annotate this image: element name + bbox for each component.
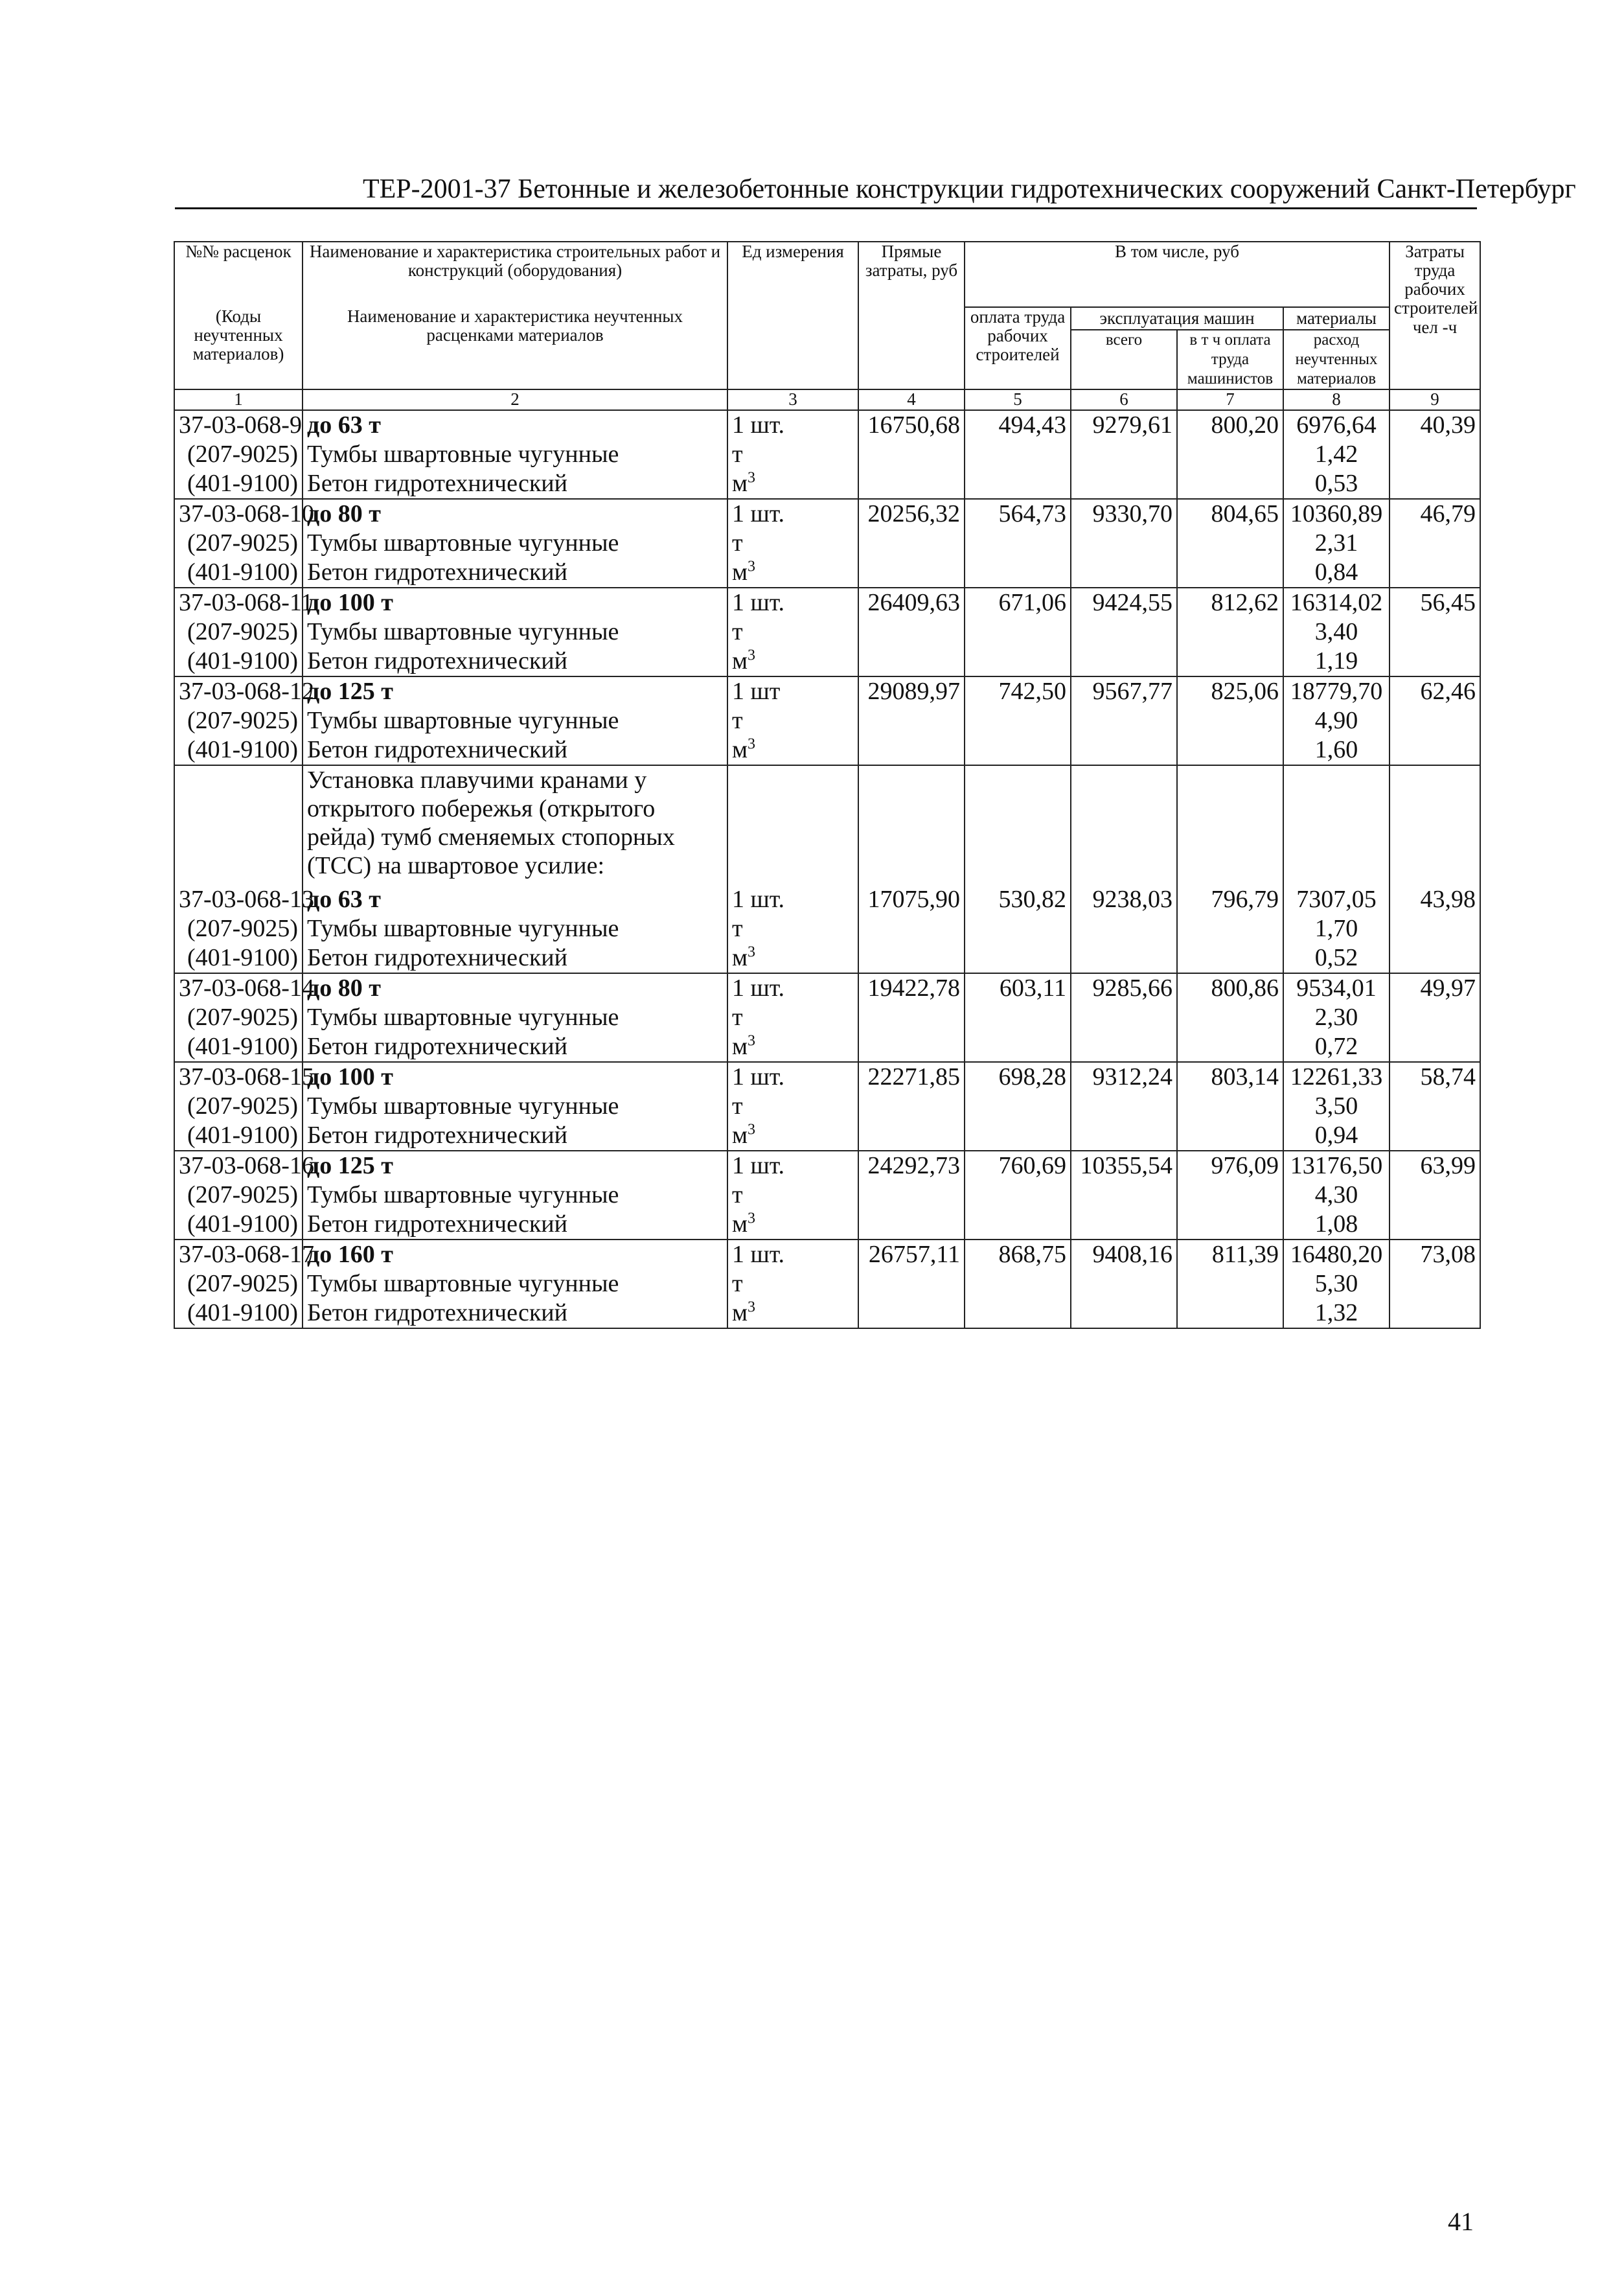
material-row: [174, 647, 1480, 676]
material-qty: 0,94: [1283, 1121, 1390, 1151]
labor-hours: 49,97: [1390, 973, 1480, 1003]
material-unit: т: [727, 1092, 858, 1121]
labor-cost: 530,82: [965, 885, 1071, 914]
material-code: (401-9100): [174, 943, 303, 973]
material-code: (207-9025): [174, 529, 303, 558]
material-qty: 1,70: [1283, 914, 1390, 943]
rate-name: до 100 т: [303, 1062, 727, 1092]
material-row: [174, 943, 1480, 973]
rate-row: [174, 973, 1480, 1003]
labor-hours: 43,98: [1390, 885, 1480, 914]
rate-row: [174, 1062, 1480, 1092]
labor-hours: 56,45: [1390, 588, 1480, 617]
material-unit-text: м: [732, 1210, 748, 1238]
material-name: Бетон гидротехнический: [303, 1121, 727, 1151]
rate-code: 37-03-068-16: [174, 1151, 303, 1181]
material-row: [174, 558, 1480, 588]
material-row: [174, 1092, 1480, 1121]
rate-row: [174, 1151, 1480, 1181]
labor-cost: 494,43: [965, 410, 1071, 440]
material-unit: т: [727, 440, 858, 469]
material-code: (401-9100): [174, 469, 303, 499]
section-heading: Установка плавучими кранами у открытого побережья (открытого рейда) тумб сменяемых стопорных (ТСС) на швартовое усилие:: [303, 765, 727, 885]
material-name: Бетон гидротехнический: [303, 469, 727, 499]
rate-unit: 1 шт.: [727, 588, 858, 617]
column-number: 6: [1071, 389, 1177, 410]
rate-unit: 1 шт: [727, 676, 858, 706]
column-number: 9: [1390, 389, 1480, 410]
material-name: Тумбы швартовные чугунные: [303, 1092, 727, 1121]
material-row: [174, 1269, 1480, 1298]
material-code: (401-9100): [174, 647, 303, 676]
material-unit: [727, 735, 858, 765]
operators-cost: 811,39: [1177, 1240, 1283, 1269]
material-name: Тумбы швартовные чугунные: [303, 1003, 727, 1032]
material-unit-text: м: [732, 1299, 748, 1326]
material-qty: 0,52: [1283, 943, 1390, 973]
col5-header: оплата труда рабочих строителей: [965, 307, 1071, 389]
rate-name: до 80 т: [303, 499, 727, 529]
material-row: [174, 706, 1480, 735]
rate-unit: 1 шт.: [727, 1240, 858, 1269]
machines-cost: 9238,03: [1071, 885, 1177, 914]
labor-hours: 40,39: [1390, 410, 1480, 440]
materials-cost: 13176,50: [1283, 1151, 1390, 1181]
material-qty: 0,53: [1283, 469, 1390, 499]
material-unit: [727, 1032, 858, 1062]
material-name: Бетон гидротехнический: [303, 1032, 727, 1062]
rate-code: 37-03-068-13: [174, 885, 303, 914]
material-code: (401-9100): [174, 558, 303, 588]
material-row: [174, 1121, 1480, 1151]
rate-name: до 125 т: [303, 1151, 727, 1181]
material-code: (401-9100): [174, 735, 303, 765]
material-unit: т: [727, 529, 858, 558]
header-rule: [175, 207, 1477, 209]
rate-row: [174, 499, 1480, 529]
material-name: Тумбы швартовные чугунные: [303, 617, 727, 647]
machines-cost: 9285,66: [1071, 973, 1177, 1003]
col1-header-bottom: (Коды неучтенных материалов): [174, 307, 303, 389]
material-name: Тумбы швартовные чугунные: [303, 1181, 727, 1210]
col9-header: Затраты труда рабочих строителей чел -ч: [1390, 242, 1480, 389]
material-name: Тумбы швартовные чугунные: [303, 914, 727, 943]
labor-cost: 564,73: [965, 499, 1071, 529]
operators-cost: 800,86: [1177, 973, 1283, 1003]
material-code: (401-9100): [174, 1121, 303, 1151]
material-qty: 3,50: [1283, 1092, 1390, 1121]
material-code: (207-9025): [174, 1269, 303, 1298]
rate-name: до 63 т: [303, 885, 727, 914]
direct-cost: 26409,63: [858, 588, 965, 617]
labor-cost: 603,11: [965, 973, 1071, 1003]
rate-code: 37-03-068-15: [174, 1062, 303, 1092]
material-qty: 0,72: [1283, 1032, 1390, 1062]
direct-cost: 16750,68: [858, 410, 965, 440]
machines-cost: 9567,77: [1071, 676, 1177, 706]
material-code: (207-9025): [174, 914, 303, 943]
rate-code: 37-03-068-10: [174, 499, 303, 529]
direct-cost: 24292,73: [858, 1151, 965, 1181]
material-row: [174, 1032, 1480, 1062]
cubic-superscript: 3: [748, 1032, 756, 1050]
col2-header-bottom: Наименование и характеристика неучтенных расценками материалов: [303, 307, 727, 389]
material-unit: т: [727, 914, 858, 943]
col6-header: всего: [1071, 330, 1178, 389]
rate-unit: 1 шт.: [727, 499, 858, 529]
material-qty: 4,90: [1283, 706, 1390, 735]
machines-cost: 9279,61: [1071, 410, 1177, 440]
column-number: 1: [174, 389, 303, 410]
machines-cost: 9312,24: [1071, 1062, 1177, 1092]
operators-cost: 825,06: [1177, 676, 1283, 706]
rate-name: до 63 т: [303, 410, 727, 440]
column-number: 4: [858, 389, 965, 410]
material-row: [174, 617, 1480, 647]
material-name: Тумбы швартовные чугунные: [303, 440, 727, 469]
machines-cost: 10355,54: [1071, 1151, 1177, 1181]
rate-code: 37-03-068-11: [174, 588, 303, 617]
operators-cost: 803,14: [1177, 1062, 1283, 1092]
cubic-superscript: 3: [748, 1121, 756, 1138]
machines-cost: 9408,16: [1071, 1240, 1177, 1269]
material-unit: т: [727, 1003, 858, 1032]
material-code: (207-9025): [174, 1003, 303, 1032]
rate-unit: 1 шт.: [727, 1151, 858, 1181]
material-row: [174, 1181, 1480, 1210]
rate-row: [174, 410, 1480, 440]
materials-cost: 6976,64: [1283, 410, 1390, 440]
rate-row: [174, 1240, 1480, 1269]
material-name: Тумбы швартовные чугунные: [303, 529, 727, 558]
labor-cost: 698,28: [965, 1062, 1071, 1092]
labor-hours: 73,08: [1390, 1240, 1480, 1269]
material-unit: [727, 1298, 858, 1328]
materials-header-label: материалы: [1284, 308, 1389, 330]
material-qty: 1,08: [1283, 1210, 1390, 1240]
material-unit-text: м: [732, 470, 748, 497]
cubic-superscript: 3: [748, 735, 756, 753]
materials-cost: 16480,20: [1283, 1240, 1390, 1269]
column-number: 2: [303, 389, 727, 410]
material-qty: 2,31: [1283, 529, 1390, 558]
material-code: (207-9025): [174, 617, 303, 647]
material-unit: т: [727, 617, 858, 647]
rates-body: [174, 410, 1480, 1328]
labor-hours: 63,99: [1390, 1151, 1480, 1181]
rate-name: до 160 т: [303, 1240, 727, 1269]
machines-cost: 9424,55: [1071, 588, 1177, 617]
material-row: [174, 1210, 1480, 1240]
labor-hours: 62,46: [1390, 676, 1480, 706]
material-qty: 5,30: [1283, 1269, 1390, 1298]
document-header-title: ТЕР-2001-37 Бетонные и железобетонные конструкции гидротехнических сооружений Санкт-Петербург: [363, 174, 1576, 204]
column-number: 8: [1283, 389, 1390, 410]
rate-unit: 1 шт.: [727, 1062, 858, 1092]
material-qty: 4,30: [1283, 1181, 1390, 1210]
cubic-superscript: 3: [748, 647, 756, 664]
cubic-superscript: 3: [748, 943, 756, 961]
material-unit: [727, 943, 858, 973]
material-name: Тумбы швартовные чугунные: [303, 706, 727, 735]
material-qty: 1,60: [1283, 735, 1390, 765]
rate-row: [174, 885, 1480, 914]
operators-cost: 800,20: [1177, 410, 1283, 440]
materials-cost: 16314,02: [1283, 588, 1390, 617]
operators-cost: 812,62: [1177, 588, 1283, 617]
materials-cost: 9534,01: [1283, 973, 1390, 1003]
direct-cost: 22271,85: [858, 1062, 965, 1092]
column-number: 5: [965, 389, 1071, 410]
labor-cost: 868,75: [965, 1240, 1071, 1269]
material-row: [174, 529, 1480, 558]
labor-cost: 742,50: [965, 676, 1071, 706]
material-name: Бетон гидротехнический: [303, 735, 727, 765]
material-qty: 3,40: [1283, 617, 1390, 647]
rate-code: 37-03-068-14: [174, 973, 303, 1003]
material-row: [174, 735, 1480, 765]
labor-hours: 58,74: [1390, 1062, 1480, 1092]
material-code: (207-9025): [174, 1092, 303, 1121]
material-qty: 1,42: [1283, 440, 1390, 469]
rate-name: до 80 т: [303, 973, 727, 1003]
material-name: Бетон гидротехнический: [303, 1210, 727, 1240]
col2-header-top: Наименование и характеристика строительных работ и конструкций (оборудования): [303, 242, 727, 307]
material-code: (207-9025): [174, 440, 303, 469]
material-unit: т: [727, 1181, 858, 1210]
material-qty: 2,30: [1283, 1003, 1390, 1032]
material-unit: [727, 1210, 858, 1240]
machines-group-header: [1071, 307, 1283, 389]
material-unit: [727, 558, 858, 588]
section-heading-row: [174, 765, 1480, 885]
col7-header: в т ч оплата труда машинистов: [1187, 331, 1274, 387]
material-unit: т: [727, 706, 858, 735]
labor-cost: 671,06: [965, 588, 1071, 617]
material-unit: [727, 647, 858, 676]
direct-cost: 19422,78: [858, 973, 965, 1003]
column-number: 3: [727, 389, 858, 410]
material-unit-text: м: [732, 1122, 748, 1149]
material-code: (401-9100): [174, 1298, 303, 1328]
rate-name: до 125 т: [303, 676, 727, 706]
rate-code: 37-03-068-12: [174, 676, 303, 706]
operators-cost: 976,09: [1177, 1151, 1283, 1181]
labor-cost: 760,69: [965, 1151, 1071, 1181]
material-name: Бетон гидротехнический: [303, 558, 727, 588]
rates-table: [174, 241, 1481, 1329]
page-number: 41: [1448, 2207, 1474, 2236]
rate-unit: 1 шт.: [727, 885, 858, 914]
rate-name: до 100 т: [303, 588, 727, 617]
materials-group-header: [1283, 307, 1390, 389]
machines-header-label: эксплуатация машин: [1071, 308, 1283, 330]
rate-unit: 1 шт.: [727, 410, 858, 440]
material-qty: 0,84: [1283, 558, 1390, 588]
material-code: (207-9025): [174, 706, 303, 735]
operators-cost: 804,65: [1177, 499, 1283, 529]
column-number-row: [174, 389, 1480, 410]
material-qty: 1,19: [1283, 647, 1390, 676]
direct-cost: 17075,90: [858, 885, 965, 914]
material-unit-text: м: [732, 559, 748, 586]
material-unit-text: м: [732, 1033, 748, 1060]
material-unit-text: м: [732, 647, 748, 675]
material-unit: т: [727, 1269, 858, 1298]
col8-header: расход неучтенных материалов: [1295, 331, 1378, 387]
materials-cost: 7307,05: [1283, 885, 1390, 914]
rate-row: [174, 588, 1480, 617]
cubic-superscript: 3: [748, 1210, 756, 1227]
materials-cost: 18779,70: [1283, 676, 1390, 706]
col4-header: Прямые затраты, руб: [858, 242, 965, 389]
material-row: [174, 440, 1480, 469]
material-row: [174, 1298, 1480, 1328]
material-row: [174, 1003, 1480, 1032]
material-qty: 1,32: [1283, 1298, 1390, 1328]
material-name: Бетон гидротехнический: [303, 1298, 727, 1328]
operators-cost: 796,79: [1177, 885, 1283, 914]
material-code: (401-9100): [174, 1032, 303, 1062]
material-unit-text: м: [732, 944, 748, 971]
material-code: (207-9025): [174, 1181, 303, 1210]
col1-header-top: №№ расценок: [174, 242, 303, 307]
cubic-superscript: 3: [748, 469, 756, 487]
direct-cost: 29089,97: [858, 676, 965, 706]
material-row: [174, 469, 1480, 499]
material-unit: [727, 1121, 858, 1151]
rate-code: 37-03-068-17: [174, 1240, 303, 1269]
material-row: [174, 914, 1480, 943]
included-group-header: В том числе, руб: [965, 242, 1390, 307]
materials-cost: 10360,89: [1283, 499, 1390, 529]
cubic-superscript: 3: [748, 1298, 756, 1316]
column-number: 7: [1177, 389, 1283, 410]
direct-cost: 26757,11: [858, 1240, 965, 1269]
rate-code: 37-03-068-9: [174, 410, 303, 440]
rate-row: [174, 676, 1480, 706]
material-name: Тумбы швартовные чугунные: [303, 1269, 727, 1298]
direct-cost: 20256,32: [858, 499, 965, 529]
rate-unit: 1 шт.: [727, 973, 858, 1003]
machines-subheaders: [1071, 330, 1283, 389]
cubic-superscript: 3: [748, 558, 756, 575]
material-code: (401-9100): [174, 1210, 303, 1240]
labor-hours: 46,79: [1390, 499, 1480, 529]
material-unit: [727, 469, 858, 499]
machines-cost: 9330,70: [1071, 499, 1177, 529]
material-name: Бетон гидротехнический: [303, 647, 727, 676]
col3-header: Ед измерения: [727, 242, 858, 389]
materials-cost: 12261,33: [1283, 1062, 1390, 1092]
material-name: Бетон гидротехнический: [303, 943, 727, 973]
material-unit-text: м: [732, 736, 748, 763]
